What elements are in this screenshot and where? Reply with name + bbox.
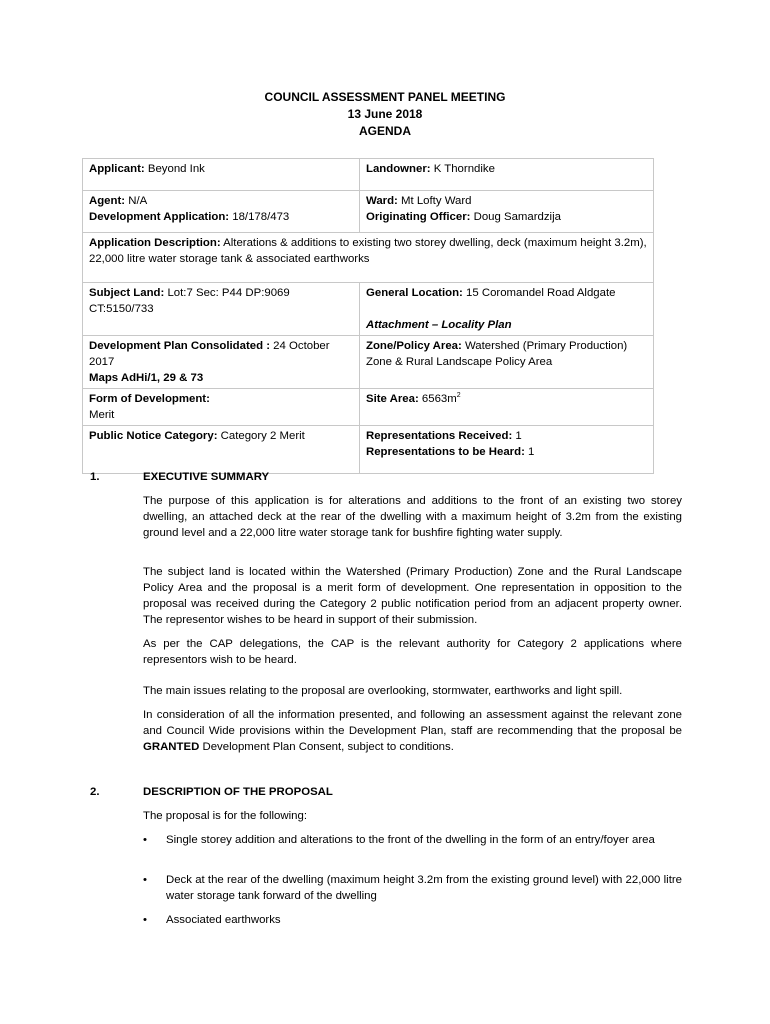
section-title: DESCRIPTION OF THE PROPOSAL [143, 786, 333, 798]
agent-label: Agent: [89, 195, 126, 207]
site-area-cell [360, 389, 654, 426]
location-label: General Location: [366, 287, 463, 299]
description-label: Application Description: [89, 237, 221, 249]
location-cell [360, 283, 654, 336]
notice-label: Public Notice Category: [89, 430, 218, 442]
applicant-label: Applicant: [89, 163, 145, 175]
site-area-label: Site Area: [366, 393, 419, 405]
officer-value: Doug Samardzija [470, 211, 561, 223]
zone-label: Zone/Policy Area: [366, 340, 462, 352]
reps-received-label: Representations Received: [366, 430, 513, 442]
bullet-icon: • [143, 914, 147, 926]
landowner-label: Landowner: [366, 163, 431, 175]
bullet-icon: • [143, 834, 147, 846]
section-title: EXECUTIVE SUMMARY [143, 471, 270, 483]
representations-cell [360, 426, 654, 474]
summary-paragraph-2: The subject land is located within the Watershed (Primary Production) Zone and the Rural Landscape Policy Area and the proposal is a merit form of development. One representation in opposition to the proposal was received during the Category 2 public notification period from an adjacent property owner. The representor wishes to be heard in support of their submission. [143, 566, 682, 626]
application-details-table [82, 158, 654, 474]
list-item-text: Associated earthworks [166, 914, 281, 926]
site-area-value: 6563m [418, 393, 457, 405]
zone-cell [360, 336, 654, 389]
zone-value: Watershed (Primary Production) Zone & Rural Landscape Policy Area [366, 340, 628, 368]
agent-devapp-cell [83, 191, 360, 233]
list-item-text: Deck at the rear of the dwelling (maximum height 3.2m from the existing ground level) with 22,000 litre water storage tank forward of the dwelling [166, 874, 682, 902]
applicant-value: Beyond Ink [144, 163, 205, 175]
subject-land-cell [83, 283, 360, 336]
bullet-icon: • [143, 874, 147, 886]
devapp-label: Development Application: [89, 211, 230, 223]
meeting-title: COUNCIL ASSESSMENT PANEL MEETING [264, 90, 506, 104]
meeting-date: 13 June 2018 [347, 107, 423, 121]
reps-received-value: 1 [512, 430, 522, 442]
recommendation-text: In consideration of all the information presented, and following an assessment against the relevant zone and Council Wide provisions within the Development Plan, staff are recommending that the proposal be [143, 709, 682, 737]
landowner-value: K Thorndike [430, 163, 495, 175]
recommendation-outcome: GRANTED [143, 741, 200, 753]
summary-paragraph-3: As per the CAP delegations, the CAP is the relevant authority for Category 2 applications where representors wish to be heard. [143, 638, 682, 666]
agenda-header [0, 89, 770, 140]
ward-officer-cell [360, 191, 654, 233]
devplan-value: 24 October 2017 [89, 340, 330, 368]
list-item-text: Single storey addition and alterations to the front of the dwelling in the form of an entry/foyer area [166, 834, 655, 846]
reps-heard-value: 1 [524, 446, 535, 458]
attachment-link[interactable]: Attachment – Locality Plan [366, 319, 512, 331]
proposal-intro: The proposal is for the following: [143, 810, 307, 822]
summary-paragraph-4: The main issues relating to the proposal are overlooking, stormwater, earthworks and light spill. [143, 685, 623, 697]
devplan-cell [83, 336, 360, 389]
form-label: Form of Development: [89, 393, 210, 405]
officer-label: Originating Officer: [366, 211, 471, 223]
section-number: 1. [90, 471, 100, 483]
devapp-value: 18/178/473 [229, 211, 290, 223]
summary-paragraph-5 [143, 707, 682, 755]
recommendation-tail: Development Plan Consent, subject to conditions. [199, 741, 454, 753]
reps-heard-label: Representations to be Heard: [366, 446, 525, 458]
ward-value: Mt Lofty Ward [397, 195, 472, 207]
devplan-label: Development Plan Consolidated : [89, 340, 271, 352]
summary-paragraph-1: The purpose of this application is for alterations and additions to the front of an existing two storey dwelling, an attached deck at the rear of the dwelling with a maximum height of 3.2m from the existing ground level and a 22,000 litre water storage tank for bushfire fighting water supply. [143, 495, 682, 539]
ward-label: Ward: [366, 195, 398, 207]
landowner-cell [360, 159, 654, 191]
description-cell [83, 233, 654, 283]
agenda-label: AGENDA [358, 124, 411, 138]
agent-value: N/A [125, 195, 148, 207]
maps-reference: Maps AdHi/1, 29 & 73 [89, 372, 204, 384]
subject-land-label: Subject Land: [89, 287, 165, 299]
subject-land-value: Lot:7 Sec: P44 DP:9069 CT:5150/733 [89, 287, 290, 315]
location-value: 15 Coromandel Road Aldgate [462, 287, 616, 299]
applicant-cell [83, 159, 360, 191]
form-value: Merit [89, 409, 115, 421]
notice-cell [83, 426, 360, 474]
form-cell [83, 389, 360, 426]
notice-value: Category 2 Merit [217, 430, 305, 442]
section-number: 2. [90, 786, 100, 798]
description-value: Alterations & additions to existing two storey dwelling, deck (maximum height 3.2m), 22,000 litre water storage tank & associated earthworks [89, 237, 647, 265]
site-area-superscript: 2 [456, 392, 461, 400]
